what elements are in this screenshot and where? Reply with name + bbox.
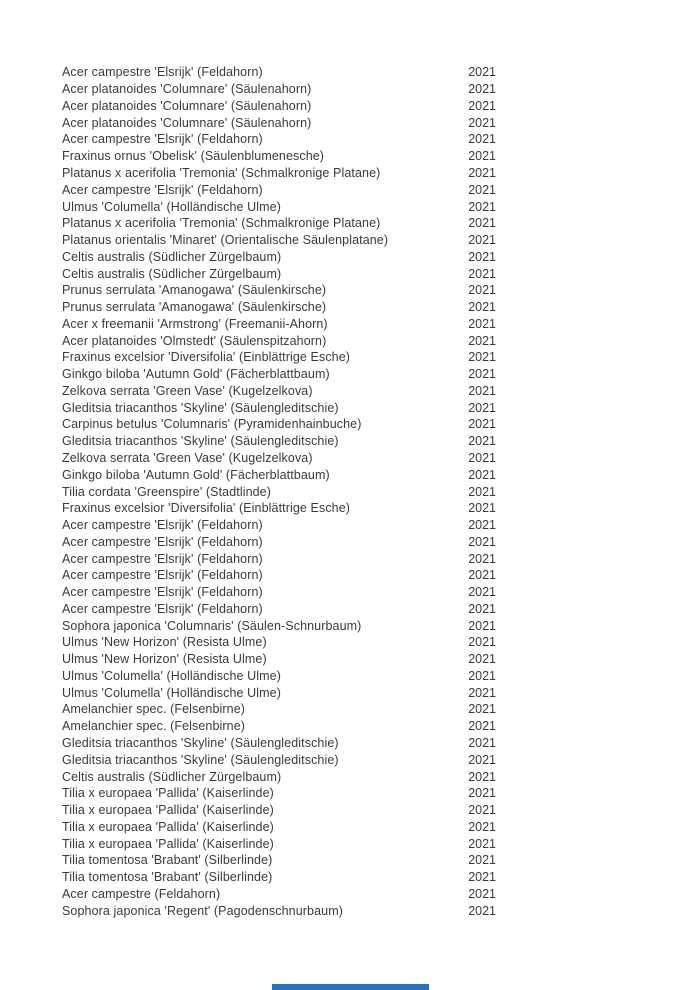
tree-list-row <box>62 366 496 383</box>
tree-name: Zelkova serrata 'Green Vase' (Kugelzelkova) <box>62 383 313 398</box>
tree-name: Gleditsia triacanthos 'Skyline' (Säulengleditschie) <box>62 736 339 750</box>
tree-list-row <box>62 818 496 835</box>
tree-list-row <box>62 248 496 265</box>
tree-name: Acer platanoides 'Columnare' (Säulenahorn) <box>62 82 312 97</box>
tree-list-row <box>62 181 496 198</box>
tree-list-row <box>62 299 496 316</box>
tree-name: Tilia tomentosa 'Brabant' (Silberlinde) <box>62 853 273 868</box>
tree-name: Amelanchier spec. (Felsenbirne) <box>62 719 246 734</box>
tree-list-row <box>62 684 496 701</box>
tree-name: Acer campestre 'Elsrijk' (Feldahorn) <box>62 534 263 549</box>
tree-list-row <box>62 198 496 215</box>
planting-year: 2021 <box>468 702 496 717</box>
tree-name: Fraxinus excelsior 'Diversifolia' (Einblättrige Esche) <box>62 350 351 365</box>
planting-year: 2021 <box>468 719 496 734</box>
planting-year: 2021 <box>468 903 496 918</box>
planting-year: 2021 <box>468 752 496 767</box>
tree-list-row <box>62 332 496 349</box>
tree-list-row <box>62 232 496 249</box>
tree-name: Tilia x europaea 'Pallida' (Kaiserlinde) <box>62 803 274 818</box>
planting-year: 2021 <box>468 467 496 482</box>
planting-year: 2021 <box>468 668 496 683</box>
tree-name: Acer campestre 'Elsrijk' (Feldahorn) <box>62 585 263 600</box>
planting-year: 2021 <box>468 585 496 600</box>
tree-name: Celtis australis (Südlicher Zürgelbaum) <box>62 266 282 281</box>
planting-year: 2021 <box>468 652 496 667</box>
planting-year: 2021 <box>468 233 496 248</box>
planting-year: 2021 <box>468 618 496 633</box>
planting-year: 2021 <box>468 283 496 298</box>
tree-list-row <box>62 282 496 299</box>
tree-list-row <box>62 64 496 81</box>
tree-name: Tilia cordata 'Greenspire' (Stadtlinde) <box>62 484 271 499</box>
tree-name: Sophora japonica 'Columnaris' (Säulen-Schnurbaum) <box>62 618 362 633</box>
tree-name: Tilia x europaea 'Pallida' (Kaiserlinde) <box>62 786 274 801</box>
planting-year: 2021 <box>468 115 496 130</box>
tree-name: Amelanchier spec. (Felsenbirne) <box>62 702 246 717</box>
tree-name: Acer platanoides 'Columnare' (Säulenahorn) <box>62 98 312 113</box>
tree-name: Ginkgo biloba 'Autumn Gold' (Fächerblattbaum) <box>62 367 330 382</box>
tree-name: Celtis australis (Südlicher Zürgelbaum) <box>62 249 282 264</box>
tree-list-row <box>62 735 496 752</box>
planting-year: 2021 <box>468 367 496 382</box>
planting-year: 2021 <box>468 484 496 499</box>
tree-list-row <box>62 114 496 131</box>
tree-list-row <box>62 718 496 735</box>
tree-name: Ulmus 'Columella' (Holländische Ulme) <box>62 668 281 683</box>
tree-list-row <box>62 768 496 785</box>
tree-list-row <box>62 81 496 98</box>
tree-name: Gleditsia triacanthos 'Skyline' (Säulengleditschie) <box>62 434 339 449</box>
tree-name: Platanus x acerifolia 'Tremonia' (Schmalkronige Platane) <box>62 216 381 231</box>
tree-name: Acer platanoides 'Columnare' (Säulenahorn) <box>62 115 312 130</box>
tree-list-row <box>62 751 496 768</box>
planting-year: 2021 <box>468 165 496 180</box>
tree-name: Carpinus betulus 'Columnaris' (Pyramidenhainbuche) <box>62 417 362 432</box>
tree-name: Acer campestre 'Elsrijk' (Feldahorn) <box>62 518 263 533</box>
tree-name: Acer campestre 'Elsrijk' (Feldahorn) <box>62 65 263 80</box>
tree-list-row <box>62 315 496 332</box>
planting-year: 2021 <box>468 400 496 415</box>
tree-list-row <box>62 500 496 517</box>
tree-list-row <box>62 98 496 115</box>
tree-name: Acer campestre 'Elsrijk' (Feldahorn) <box>62 182 263 197</box>
planting-year: 2021 <box>468 518 496 533</box>
tree-list-row <box>62 466 496 483</box>
tree-name: Ulmus 'Columella' (Holländische Ulme) <box>62 685 281 700</box>
tree-list-row <box>62 416 496 433</box>
planting-year: 2021 <box>468 685 496 700</box>
planting-year: 2021 <box>468 350 496 365</box>
tree-list-row <box>62 601 496 618</box>
tree-name: Gleditsia triacanthos 'Skyline' (Säulengleditschie) <box>62 752 339 767</box>
planting-year: 2021 <box>468 266 496 281</box>
tree-name: Ulmus 'Columella' (Holländische Ulme) <box>62 199 281 214</box>
planting-year: 2021 <box>468 434 496 449</box>
tree-list-row <box>62 869 496 886</box>
tree-list-row <box>62 785 496 802</box>
planting-year: 2021 <box>468 132 496 147</box>
planting-year: 2021 <box>468 568 496 583</box>
tree-name: Ulmus 'New Horizon' (Resista Ulme) <box>62 652 267 667</box>
planting-year: 2021 <box>468 149 496 164</box>
planting-year: 2021 <box>468 870 496 885</box>
tree-name: Sophora japonica 'Regent' (Pagodenschnurbaum) <box>62 903 343 918</box>
tree-list-row <box>62 483 496 500</box>
tree-name: Acer campestre 'Elsrijk' (Feldahorn) <box>62 568 263 583</box>
tree-list-row <box>62 265 496 282</box>
planting-year: 2021 <box>468 417 496 432</box>
tree-list-row <box>62 349 496 366</box>
planting-year: 2021 <box>468 601 496 616</box>
tree-name: Prunus serrulata 'Amanogawa' (Säulenkirsche) <box>62 283 327 298</box>
tree-name: Acer campestre 'Elsrijk' (Feldahorn) <box>62 551 263 566</box>
planting-year: 2021 <box>468 786 496 801</box>
tree-name: Ginkgo biloba 'Autumn Gold' (Fächerblattbaum) <box>62 467 330 482</box>
footer-bar <box>272 984 429 990</box>
tree-list-row <box>62 165 496 182</box>
tree-list-row <box>62 886 496 903</box>
tree-name: Tilia x europaea 'Pallida' (Kaiserlinde) <box>62 819 274 834</box>
planting-year: 2021 <box>468 300 496 315</box>
tree-name: Tilia x europaea 'Pallida' (Kaiserlinde) <box>62 836 274 851</box>
tree-list-row <box>62 835 496 852</box>
planting-year: 2021 <box>468 819 496 834</box>
planting-year: 2021 <box>468 316 496 331</box>
tree-list-row <box>62 148 496 165</box>
tree-list-row <box>62 802 496 819</box>
tree-list-row <box>62 902 496 919</box>
tree-name: Ulmus 'New Horizon' (Resista Ulme) <box>62 635 267 650</box>
planting-year: 2021 <box>468 383 496 398</box>
tree-list-row <box>62 701 496 718</box>
tree-list <box>62 64 496 919</box>
planting-year: 2021 <box>468 182 496 197</box>
tree-list-row <box>62 450 496 467</box>
tree-list-row <box>62 399 496 416</box>
tree-name: Fraxinus excelsior 'Diversifolia' (Einblättrige Esche) <box>62 501 351 516</box>
tree-list-row <box>62 517 496 534</box>
tree-name: Platanus x acerifolia 'Tremonia' (Schmalkronige Platane) <box>62 165 381 180</box>
tree-name: Gleditsia triacanthos 'Skyline' (Säulengleditschie) <box>62 400 339 415</box>
planting-year: 2021 <box>468 98 496 113</box>
tree-list-row <box>62 651 496 668</box>
tree-name: Acer campestre 'Elsrijk' (Feldahorn) <box>62 132 263 147</box>
tree-name: Fraxinus ornus 'Obelisk' (Säulenblumenesche) <box>62 149 325 164</box>
planting-year: 2021 <box>468 635 496 650</box>
planting-year: 2021 <box>468 216 496 231</box>
tree-list-row <box>62 433 496 450</box>
tree-list-row <box>62 668 496 685</box>
tree-list-row <box>62 550 496 567</box>
planting-year: 2021 <box>468 803 496 818</box>
planting-year: 2021 <box>468 769 496 784</box>
tree-name: Platanus orientalis 'Minaret' (Orientalische Säulenplatane) <box>62 233 389 248</box>
tree-name: Zelkova serrata 'Green Vase' (Kugelzelkova) <box>62 450 313 465</box>
planting-year: 2021 <box>468 534 496 549</box>
planting-year: 2021 <box>468 82 496 97</box>
planting-year: 2021 <box>468 736 496 750</box>
tree-list-row <box>62 131 496 148</box>
tree-list-row <box>62 215 496 232</box>
planting-year: 2021 <box>468 199 496 214</box>
tree-list-row <box>62 533 496 550</box>
tree-name: Acer campestre (Feldahorn) <box>62 886 221 901</box>
tree-list-row <box>62 567 496 584</box>
planting-year: 2021 <box>468 249 496 264</box>
tree-list-row <box>62 634 496 651</box>
planting-year: 2021 <box>468 836 496 851</box>
planting-year: 2021 <box>468 450 496 465</box>
tree-name: Acer platanoides 'Olmstedt' (Säulenspitzahorn) <box>62 333 327 348</box>
planting-year: 2021 <box>468 886 496 901</box>
tree-name: Celtis australis (Südlicher Zürgelbaum) <box>62 769 282 784</box>
tree-name: Acer x freemanii 'Armstrong' (Freemanii-Ahorn) <box>62 316 328 331</box>
planting-year: 2021 <box>468 65 496 80</box>
planting-year: 2021 <box>468 551 496 566</box>
tree-list-row <box>62 617 496 634</box>
tree-name: Prunus serrulata 'Amanogawa' (Säulenkirsche) <box>62 300 327 315</box>
tree-list-row <box>62 383 496 400</box>
planting-year: 2021 <box>468 853 496 868</box>
tree-name: Tilia tomentosa 'Brabant' (Silberlinde) <box>62 870 273 885</box>
tree-list-row <box>62 584 496 601</box>
planting-year: 2021 <box>468 501 496 516</box>
tree-name: Acer campestre 'Elsrijk' (Feldahorn) <box>62 601 263 616</box>
tree-list-row <box>62 852 496 869</box>
planting-year: 2021 <box>468 333 496 348</box>
